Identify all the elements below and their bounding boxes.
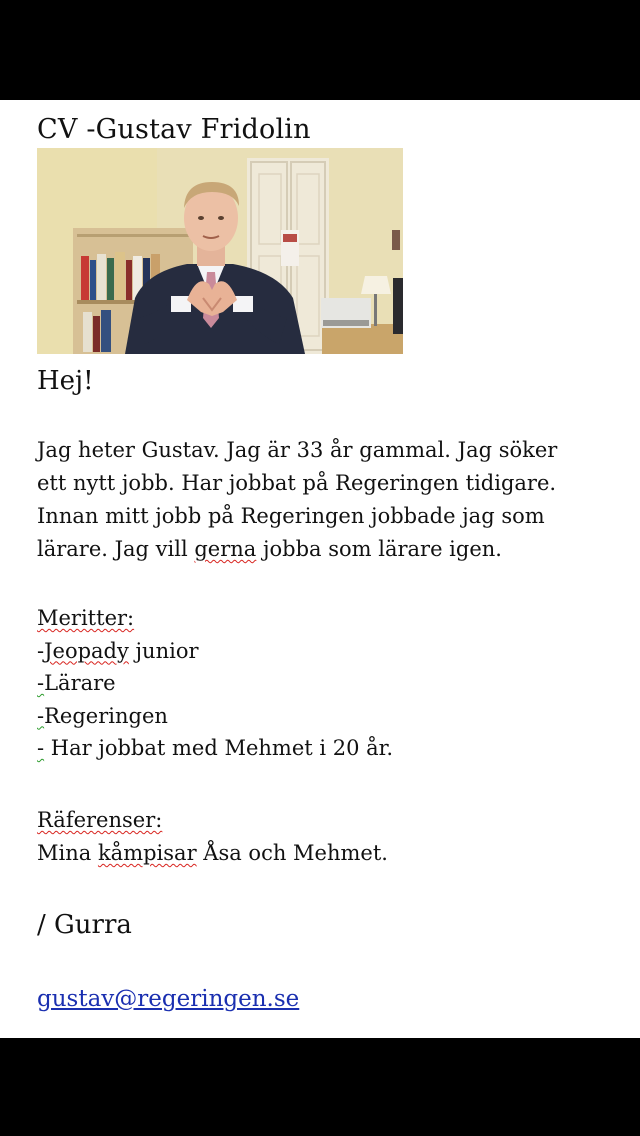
list-item-text: Regeringen	[44, 703, 168, 728]
cv-title: CV -Gustav Fridolin	[37, 114, 311, 145]
list-item	[37, 635, 393, 668]
bottom-black-bar	[0, 1038, 640, 1136]
greeting: Hej!	[37, 366, 94, 396]
references-text	[37, 837, 388, 870]
intro-paragraph	[37, 434, 627, 566]
list-dash: -	[37, 671, 45, 695]
paragraph-line: ett nytt jobb. Har jobbat på Regeringen tidigare.	[37, 471, 557, 495]
misspelled-word: Jeopady	[44, 638, 129, 663]
references-section	[37, 804, 388, 870]
merits-heading: Meritter:	[37, 606, 135, 630]
text-segment: Åsa och Mehmet.	[196, 841, 388, 865]
signoff: / Gurra	[37, 910, 132, 940]
text-segment: Mina	[37, 841, 98, 865]
paragraph-line: Innan mitt jobb på Regeringen jobbade jag som	[37, 504, 545, 528]
list-dash: -	[37, 736, 45, 760]
list-item-text: Lärare	[44, 671, 116, 695]
profile-photo	[37, 148, 403, 354]
list-item	[37, 732, 393, 765]
list-dash: -	[37, 703, 45, 728]
document-page	[0, 100, 640, 1038]
paragraph-line	[37, 533, 627, 566]
list-item	[37, 700, 393, 733]
merits-section	[37, 602, 393, 765]
top-black-bar	[0, 0, 640, 100]
list-item-text: junior	[128, 638, 199, 663]
email-link[interactable]: gustav@regeringen.se	[37, 986, 300, 1012]
misspelled-word: gerna	[194, 537, 257, 561]
paragraph-line: Jag heter Gustav. Jag är 33 år gammal. Jag söker	[37, 438, 558, 462]
text-segment: lärare. Jag vill	[37, 537, 195, 561]
list-item	[37, 667, 393, 700]
references-heading: Räferenser:	[37, 808, 163, 832]
text-segment: jobba som lärare igen.	[256, 537, 502, 561]
list-dash: -	[37, 638, 45, 663]
list-item-text: Har jobbat med Mehmet i 20 år.	[44, 736, 394, 760]
misspelled-word: kåmpisar	[97, 841, 197, 865]
